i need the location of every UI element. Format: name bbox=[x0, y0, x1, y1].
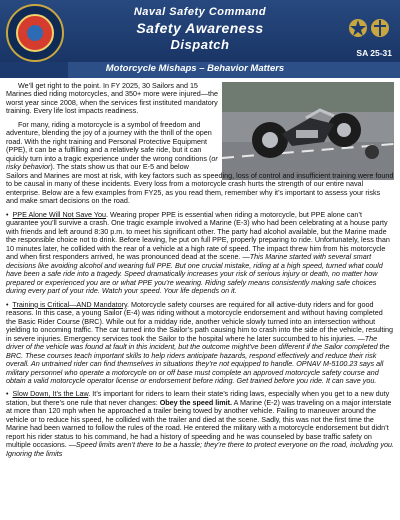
org-name: Naval Safety Command bbox=[133, 6, 267, 18]
intro-paragraph-2-continued: Sailors and Marines are most at risk, with key factors such as speeding, loss of control and insufficient training were found to be causal in many of these incidents. Every loss from a motorcycle crash hurts the strength of our entire naval enterprise. Below are a few examples from FY25, as you read them, remember why it’s important to assess your risks and make smart decisions on the road. bbox=[6, 170, 394, 206]
dispatch-header bbox=[0, 0, 400, 78]
naval-safety-command-seal-icon bbox=[6, 4, 64, 62]
intro-paragraph-2: For many, riding a motorcycle is a symbol of freedom and adventure, blending the joy of a journey with the thrill of the open road. With the right training and Personal Protective Equipment (PPE), it can be a fulfilling and a relatively safe ride, but it can quickly turn into a tragic experience under the wrong conditions (or risky behavior). The stats show us that our E-5 and below bbox=[6, 119, 218, 172]
title-line-1: Safety Awareness bbox=[136, 20, 264, 36]
intro-paragraph-1: We’ll get right to the point. In FY 2025, 30 Sailors and 15 Marines died riding motorcycles, and 350+ more were injured—the worst year since 2008, when the services first instituted mandatory training. Every life lost impacts readiness. bbox=[6, 81, 218, 116]
item-heading: PPE Alone Will Not Save You bbox=[12, 209, 107, 219]
item-heading: Slow Down, It’s the Law bbox=[12, 389, 89, 399]
navy-marine-emblem-icon bbox=[346, 8, 392, 48]
title-line-2: Dispatch bbox=[170, 37, 230, 52]
item-heading: Training is Critical—AND Mandatory bbox=[12, 299, 128, 309]
list-item-ppe: • PPE Alone Will Not Save You. Wearing proper PPE is essential when riding a motorcycle, but PPE alone can’t guarantee you’ll survive a crash. One tragic example involved a Marine (E-3) who had been celebrating at a house party with friends and left around 8:30 p.m. to meet his significant other. The party had alcohol available, but the Marine made the responsible choice not to drink. Before leaving, he put on full PPE, properly preparing to ride. Unfortunately, less than 10 minutes later, he collided with the rear of a vehicle at a high rate of speed. The impact threw him from his motorcycle and when first responders arrived, he was pronounced dead at the scene. —This Marine started with several smart decisions like avoiding alcohol and wearing full PPE. But one crucial mistake, riding at a high speed, turned what could have been a safe ride into a tragedy. Speed dramatically increases your risk of serious injury or death, no matter how prepared or experienced you are or what PPE you’re wearing. Riding safely means consistently making safe choices during every part of your ride. Watch your speed. Your life depends on it. bbox=[6, 209, 390, 296]
list-item-speed: • Slow Down, It’s the Law. It’s important for riders to learn their state’s riding laws, especially when you get to a new duty station, but there’s one rule that never changes: Obey the speed limit. A Marine (E-2) was traveling on a major interstate at more than 120 mph when he approached a trailer being towed by another vehicle. Failing to maneuver around the vehicle or to reduce his speed, he collided with the trailer and died at the scene. Sadly, this was not the first time the Marine had been warned to follow the rules of the road. He entered the military with a motorcycle endorsement but didn’t report his rider status to his command, he had a history of speeding and he was counseled by base traffic safety on multiple occasions. —Speed limits aren’t there to be a hassle; they’re there to protect everyone on the road, including you. Ignoring the limits bbox=[6, 389, 394, 458]
subtitle: Motorcycle Mishaps – Behavior Matters bbox=[105, 63, 285, 74]
issue-number: SA 25-31 bbox=[356, 48, 392, 58]
list-item-training: • Training is Critical—AND Mandatory. Motorcycle safety courses are required for all active-duty riders and for good reasons. In this case, a young Sailor (E-4) was riding without a motorcycle endorsement and without having completed the Basic Rider Course (BRC). While out for a midday ride, another vehicle slowly turned into an intersection without yielding to oncoming traffic. The car turned into the Sailor’s path causing him to crash into the side of the vehicle, resulting in severe injuries. Emergency services took the Sailor to the hospital where he later succumbed to his injuries. —The driver of the vehicle was found at fault in this incident, but the outcome might’ve been different if the Sailor completed the BRC. These courses teach important skills to help riders anticipate hazards, respond effectively and reduce their risk overall. An untrained rider can find themselves in situations they’re not equipped to handle. OPNAV M-5100.23 says all military personnel who operate a motorcycle on or off base must complete an approved motorcycle safety course and obtain a valid motorcycle operator license or endorsement before riding. Get trained before you ride. It can save you. bbox=[6, 299, 394, 385]
article-body bbox=[6, 82, 394, 458]
